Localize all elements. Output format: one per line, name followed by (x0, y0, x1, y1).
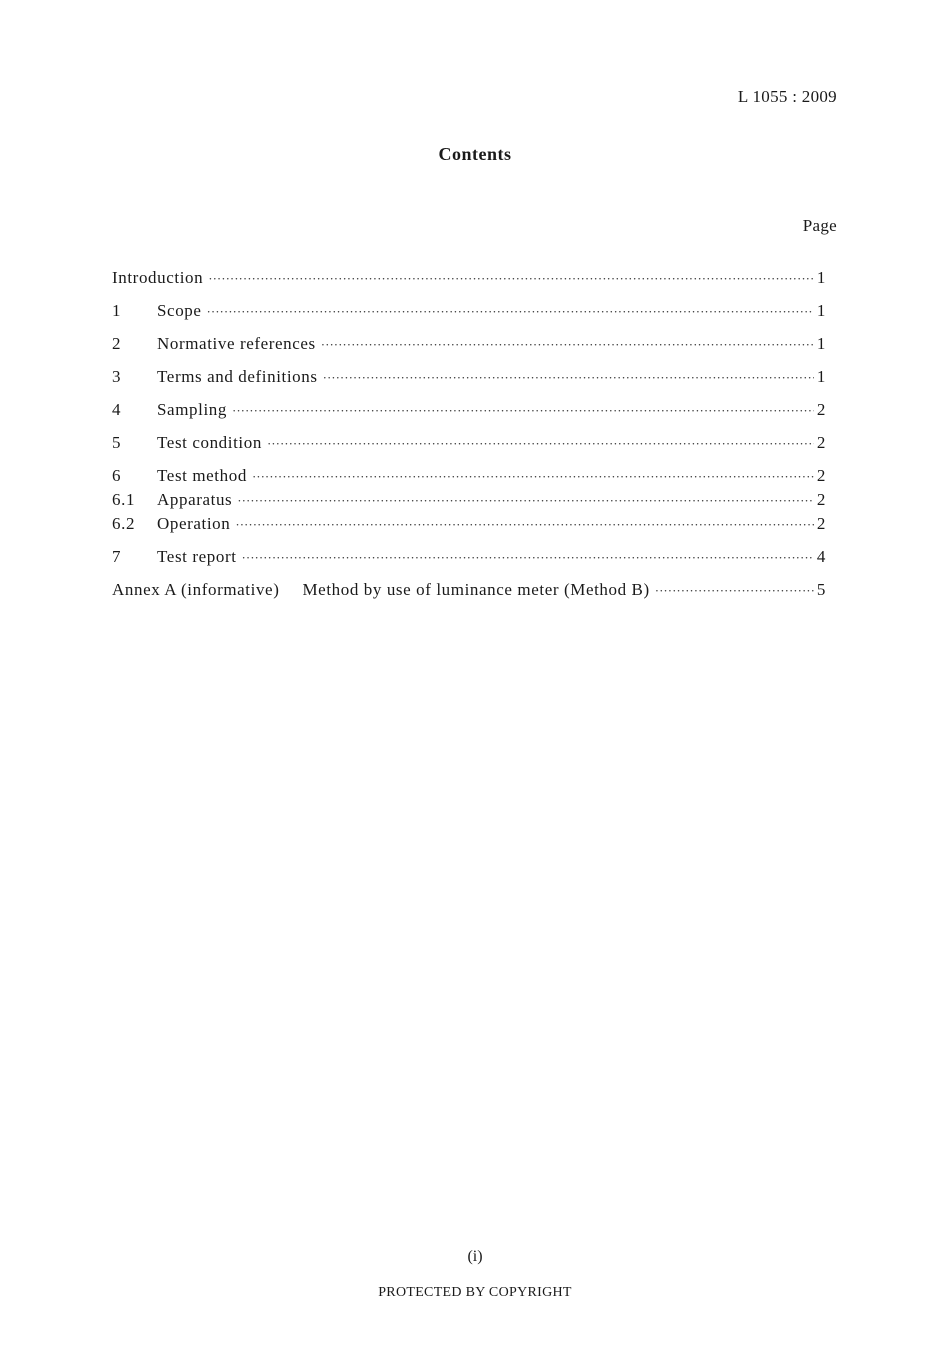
table-of-contents (112, 266, 826, 602)
toc-entry-number: 6.2 (112, 514, 136, 533)
toc-entry-label: Test report (157, 547, 237, 566)
toc-entry-page: 4 (816, 547, 826, 566)
toc-entry-page: 2 (816, 433, 826, 452)
toc-entry[interactable] (112, 332, 826, 356)
annex-prefix: Annex A (informative) (112, 580, 280, 599)
toc-entry-page: 2 (816, 400, 826, 419)
leader-dots (232, 398, 814, 423)
toc-entry-number: 1 (112, 301, 122, 320)
leader-dots (321, 332, 814, 357)
toc-entry-label: Apparatus (157, 490, 233, 509)
toc-entry-label: Operation (157, 514, 231, 533)
toc-entry-page: 2 (816, 466, 826, 485)
toc-entry-page: 1 (816, 334, 826, 353)
leader-dots (267, 431, 814, 456)
toc-entry-introduction[interactable] (112, 266, 826, 290)
toc-entry-annex[interactable] (112, 578, 826, 602)
leader-dots (207, 299, 814, 324)
toc-entry-number: 6.1 (112, 490, 136, 509)
leader-dots (323, 365, 814, 390)
toc-entry-label: Scope (157, 301, 202, 320)
toc-entry-page: 1 (816, 301, 826, 320)
leader-dots (655, 578, 814, 603)
toc-entry-label: Terms and definitions (157, 367, 318, 386)
toc-entry-number: 2 (112, 334, 122, 353)
toc-entry[interactable] (112, 299, 826, 323)
toc-entry-label: Method by use of luminance meter (Method B) (302, 580, 650, 599)
toc-entry[interactable] (112, 431, 826, 455)
toc-entry[interactable] (112, 545, 826, 569)
leader-dots (252, 464, 814, 489)
toc-entry-label: Test method (157, 466, 247, 485)
toc-entry-page: 1 (816, 268, 826, 287)
toc-entry-page: 2 (816, 514, 826, 533)
toc-entry[interactable] (112, 398, 826, 422)
toc-entry-page: 5 (816, 580, 826, 599)
copyright-notice: PROTECTED BY COPYRIGHT (378, 1285, 572, 1300)
toc-entry-number: 7 (112, 547, 122, 566)
toc-entry-label: Sampling (157, 400, 227, 419)
leader-dots (208, 266, 814, 291)
page-column-label: Page (802, 216, 837, 235)
footer-page-number: (i) (467, 1248, 483, 1265)
toc-entry-page: 2 (816, 490, 826, 509)
leader-dots (242, 545, 814, 570)
toc-entry-label: Introduction (112, 268, 204, 287)
toc-subentry[interactable] (112, 512, 826, 536)
leader-dots (235, 512, 814, 537)
leader-dots (237, 488, 814, 513)
toc-entry-number: 5 (112, 433, 122, 452)
toc-subentry[interactable] (112, 488, 826, 512)
page-title: Contents (438, 144, 512, 164)
toc-entry-page: 1 (816, 367, 826, 386)
toc-entry-label: Test condition (157, 433, 262, 452)
standard-number: L 1055 : 2009 (737, 87, 837, 106)
toc-entry[interactable] (112, 464, 826, 488)
toc-entry-number: 3 (112, 367, 122, 386)
toc-entry-number: 6 (112, 466, 122, 485)
toc-entry-label: Normative references (157, 334, 316, 353)
toc-entry-number: 4 (112, 400, 122, 419)
toc-entry[interactable] (112, 365, 826, 389)
